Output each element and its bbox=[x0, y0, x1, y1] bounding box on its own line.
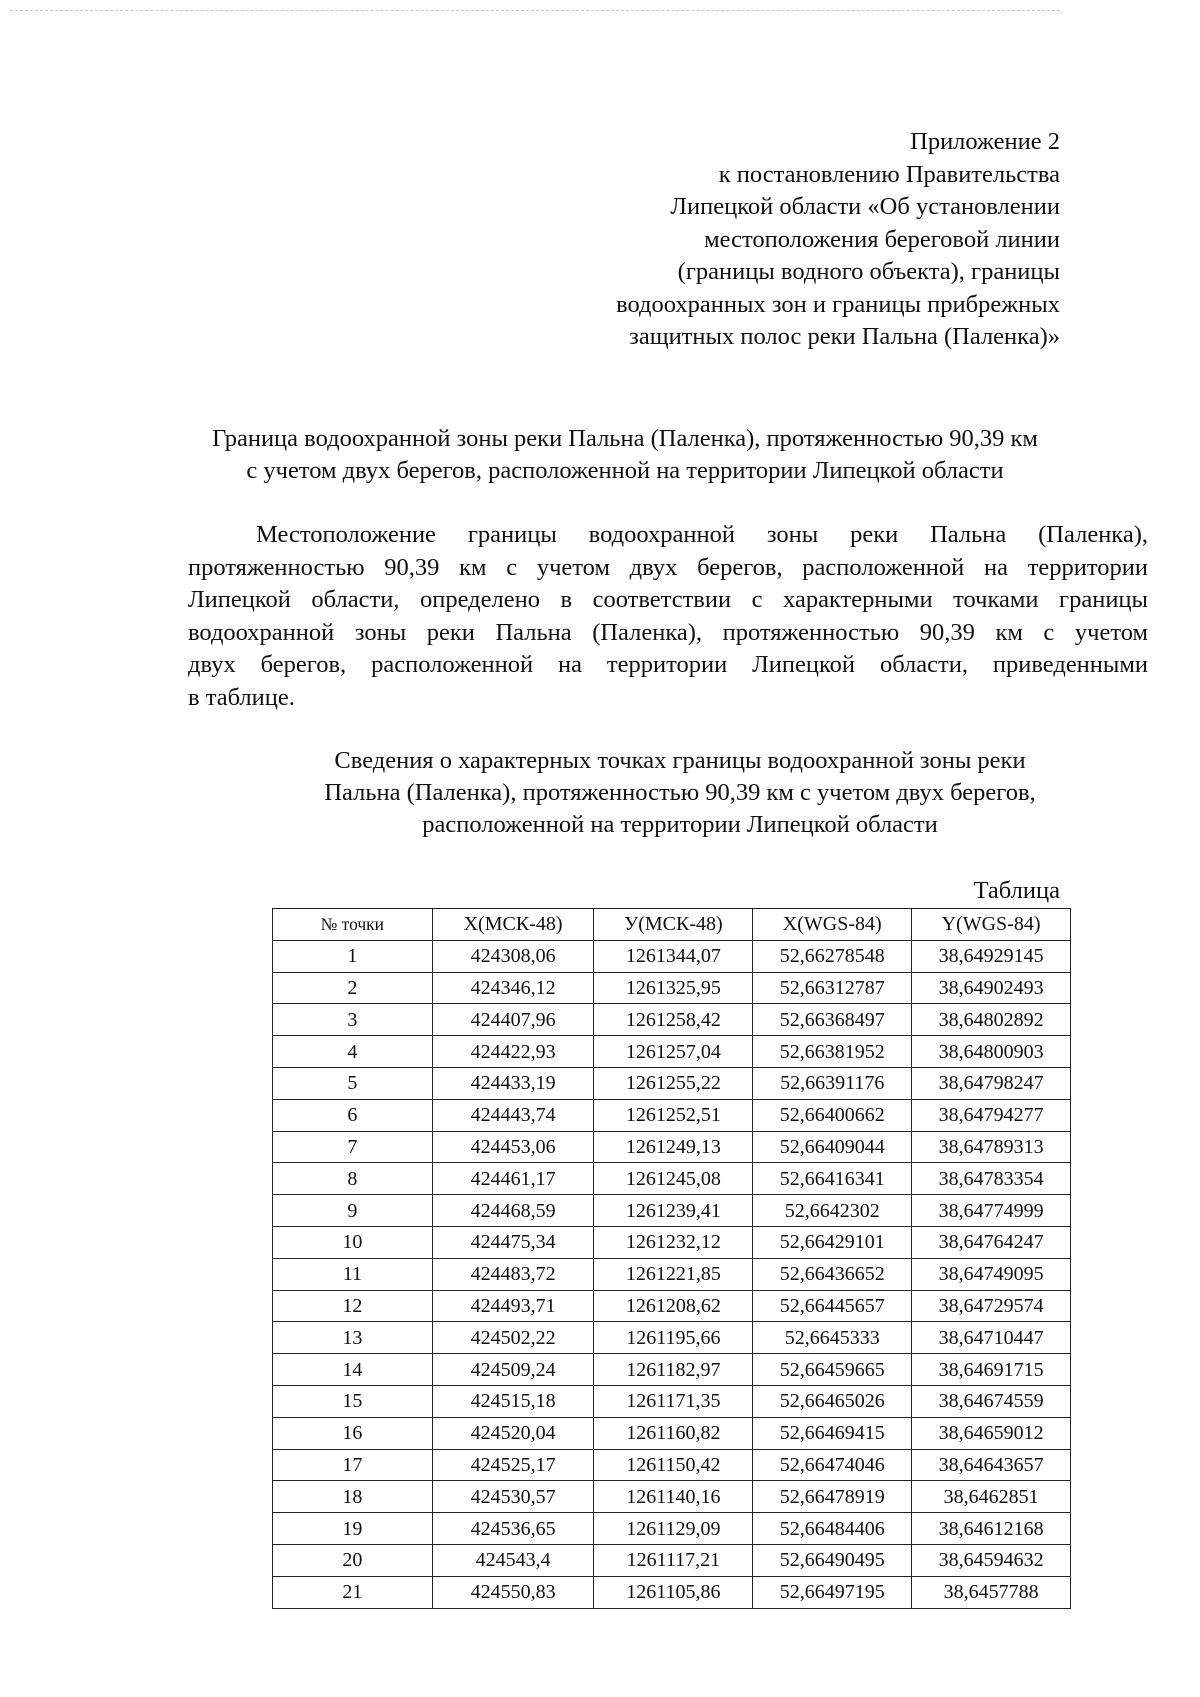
table-row bbox=[273, 1417, 1071, 1449]
table-cell: 52,66278548 bbox=[753, 940, 912, 972]
table-cell: 424433,19 bbox=[432, 1067, 594, 1099]
table-row bbox=[273, 1163, 1071, 1195]
table-cell: 52,66490495 bbox=[753, 1544, 912, 1576]
table-row bbox=[273, 1036, 1071, 1068]
column-header: X(WGS-84) bbox=[753, 909, 912, 941]
table-cell: 424443,74 bbox=[432, 1099, 594, 1131]
appendix-header bbox=[500, 126, 1060, 354]
table-cell: 1261182,97 bbox=[594, 1354, 753, 1386]
table-cell: 38,64800903 bbox=[912, 1036, 1071, 1068]
table-row bbox=[273, 1290, 1071, 1322]
table-cell: 9 bbox=[273, 1195, 433, 1227]
caption-line: расположенной на территории Липецкой области bbox=[422, 811, 938, 838]
caption-line: Сведения о характерных точках границы водоохранной зоны реки bbox=[334, 747, 1026, 774]
table-row bbox=[273, 1544, 1071, 1576]
coordinates-table bbox=[272, 908, 1071, 1609]
table-cell: 38,64789313 bbox=[912, 1131, 1071, 1163]
table-cell: 1261325,95 bbox=[594, 972, 753, 1004]
table-cell: 52,66465026 bbox=[753, 1385, 912, 1417]
column-header: У(МСК-48) bbox=[594, 909, 753, 941]
table-cell: 4 bbox=[273, 1036, 433, 1068]
table-cell: 1261245,08 bbox=[594, 1163, 753, 1195]
table-cell: 52,66497195 bbox=[753, 1576, 912, 1608]
table-cell: 2 bbox=[273, 972, 433, 1004]
table-cell: 52,66416341 bbox=[753, 1163, 912, 1195]
table-row bbox=[273, 1195, 1071, 1227]
table-cell: 1261239,41 bbox=[594, 1195, 753, 1227]
table-row bbox=[273, 1513, 1071, 1545]
table-cell: 38,64729574 bbox=[912, 1290, 1071, 1322]
table-cell: 424530,57 bbox=[432, 1481, 594, 1513]
table-cell: 38,64674559 bbox=[912, 1385, 1071, 1417]
table-cell: 1261160,82 bbox=[594, 1417, 753, 1449]
table-cell: 52,6645333 bbox=[753, 1322, 912, 1354]
column-header: Y(WGS-84) bbox=[912, 909, 1071, 941]
table-cell: 3 bbox=[273, 1004, 433, 1036]
table-cell: 18 bbox=[273, 1481, 433, 1513]
title-line: Граница водоохранной зоны реки Пальна (Паленка), протяженностью 90,39 км bbox=[212, 425, 1038, 452]
table-cell: 52,66409044 bbox=[753, 1131, 912, 1163]
table-cell: 1261258,42 bbox=[594, 1004, 753, 1036]
body-paragraph bbox=[188, 519, 1148, 714]
table-cell: 8 bbox=[273, 1163, 433, 1195]
table-cell: 424502,22 bbox=[432, 1322, 594, 1354]
table-cell: 38,64802892 bbox=[912, 1004, 1071, 1036]
table-cell: 38,64798247 bbox=[912, 1067, 1071, 1099]
table-cell: 52,66391176 bbox=[753, 1067, 912, 1099]
column-header: X(МСК-48) bbox=[432, 909, 594, 941]
table-row bbox=[273, 1354, 1071, 1386]
table-row bbox=[273, 1099, 1071, 1131]
scan-edge-line bbox=[10, 10, 1060, 11]
table-cell: 38,64612168 bbox=[912, 1513, 1071, 1545]
table-cell: 52,66400662 bbox=[753, 1099, 912, 1131]
table-cell: 52,66474046 bbox=[753, 1449, 912, 1481]
table-cell: 1261221,85 bbox=[594, 1258, 753, 1290]
column-header: № точки bbox=[273, 909, 433, 941]
table-cell: 424525,17 bbox=[432, 1449, 594, 1481]
appendix-line: защитных полос реки Пальна (Паленка)» bbox=[629, 323, 1060, 350]
table-cell: 38,64659012 bbox=[912, 1417, 1071, 1449]
table-cell: 1261117,21 bbox=[594, 1544, 753, 1576]
table-cell: 6 bbox=[273, 1099, 433, 1131]
table-cell: 424468,59 bbox=[432, 1195, 594, 1227]
table-row bbox=[273, 1481, 1071, 1513]
paragraph-line: Местоположение границы водоохранной зоны реки Пальна (Паленка), bbox=[256, 521, 1148, 548]
table-cell: 1261344,07 bbox=[594, 940, 753, 972]
table-label: Таблица bbox=[973, 877, 1060, 904]
table-cell: 15 bbox=[273, 1385, 433, 1417]
table-cell: 38,6457788 bbox=[912, 1576, 1071, 1608]
table-cell: 38,64749095 bbox=[912, 1258, 1071, 1290]
table-cell: 1261105,86 bbox=[594, 1576, 753, 1608]
table-cell: 38,64710447 bbox=[912, 1322, 1071, 1354]
table-cell: 1261252,51 bbox=[594, 1099, 753, 1131]
table-cell: 16 bbox=[273, 1417, 433, 1449]
paragraph-line: водоохранной зоны реки Пальна (Паленка), протяженностью 90,39 км с учетом bbox=[188, 618, 1148, 646]
paragraph-line: в таблице. bbox=[188, 683, 295, 711]
table-cell: 424422,93 bbox=[432, 1036, 594, 1068]
table-cell: 38,6462851 bbox=[912, 1481, 1071, 1513]
table-cell: 38,64774999 bbox=[912, 1195, 1071, 1227]
table-cell: 1261129,09 bbox=[594, 1513, 753, 1545]
table-cell: 424509,24 bbox=[432, 1354, 594, 1386]
appendix-line: к постановлению Правительства bbox=[718, 160, 1060, 188]
appendix-line: Липецкой области «Об установлении bbox=[670, 193, 1060, 220]
table-cell: 424475,34 bbox=[432, 1226, 594, 1258]
table-cell: 12 bbox=[273, 1290, 433, 1322]
table-cell: 19 bbox=[273, 1513, 433, 1545]
table-cell: 11 bbox=[273, 1258, 433, 1290]
table-cell: 38,64783354 bbox=[912, 1163, 1071, 1195]
table-cell: 1261232,12 bbox=[594, 1226, 753, 1258]
table-caption bbox=[230, 745, 1130, 841]
table-cell: 38,64794277 bbox=[912, 1099, 1071, 1131]
table-cell: 52,66445657 bbox=[753, 1290, 912, 1322]
table-cell: 1261171,35 bbox=[594, 1385, 753, 1417]
table-cell: 21 bbox=[273, 1576, 433, 1608]
paragraph-line: Липецкой области, определено в соответствии с характерными точками границы bbox=[188, 586, 1148, 613]
table-cell: 52,66368497 bbox=[753, 1004, 912, 1036]
table-cell: 424346,12 bbox=[432, 972, 594, 1004]
appendix-line: Приложение 2 bbox=[910, 128, 1060, 155]
table-cell: 424483,72 bbox=[432, 1258, 594, 1290]
table-cell: 38,64929145 bbox=[912, 940, 1071, 972]
table-row bbox=[273, 1004, 1071, 1036]
document-title bbox=[150, 423, 1100, 487]
table-cell: 424407,96 bbox=[432, 1004, 594, 1036]
table-row bbox=[273, 1576, 1071, 1608]
table-cell: 424520,04 bbox=[432, 1417, 594, 1449]
table-cell: 5 bbox=[273, 1067, 433, 1099]
table-cell: 52,66478919 bbox=[753, 1481, 912, 1513]
table-row bbox=[273, 972, 1071, 1004]
table-row bbox=[273, 1226, 1071, 1258]
title-line: с учетом двух берегов, расположенной на территории Липецкой области bbox=[246, 457, 1004, 484]
table-cell: 38,64764247 bbox=[912, 1226, 1071, 1258]
table-row bbox=[273, 1449, 1071, 1481]
table-cell: 52,66484406 bbox=[753, 1513, 912, 1545]
table-row bbox=[273, 1067, 1071, 1099]
paragraph-line: двух берегов, расположенной на территории Липецкой области, приведенными bbox=[188, 651, 1148, 678]
table-cell: 1261150,42 bbox=[594, 1449, 753, 1481]
table-header-row bbox=[273, 909, 1071, 941]
caption-line: Пальна (Паленка), протяженностью 90,39 км с учетом двух берегов, bbox=[324, 779, 1036, 806]
table-cell: 52,66459665 bbox=[753, 1354, 912, 1386]
table-cell: 52,66429101 bbox=[753, 1226, 912, 1258]
table-cell: 424461,17 bbox=[432, 1163, 594, 1195]
table-cell: 38,64902493 bbox=[912, 972, 1071, 1004]
table-cell: 52,66312787 bbox=[753, 972, 912, 1004]
table-body bbox=[273, 940, 1071, 1608]
appendix-line: (границы водного объекта), границы bbox=[677, 258, 1060, 285]
table-row bbox=[273, 940, 1071, 972]
table-cell: 1261195,66 bbox=[594, 1322, 753, 1354]
table-cell: 424515,18 bbox=[432, 1385, 594, 1417]
table-cell: 424453,06 bbox=[432, 1131, 594, 1163]
table-cell: 424550,83 bbox=[432, 1576, 594, 1608]
table-cell: 52,66436652 bbox=[753, 1258, 912, 1290]
appendix-line: местоположения береговой линии bbox=[704, 225, 1060, 253]
table-cell: 424308,06 bbox=[432, 940, 594, 972]
table-cell: 52,6642302 bbox=[753, 1195, 912, 1227]
table-row bbox=[273, 1385, 1071, 1417]
table-cell: 38,64643657 bbox=[912, 1449, 1071, 1481]
table-cell: 1261249,13 bbox=[594, 1131, 753, 1163]
table-cell: 13 bbox=[273, 1322, 433, 1354]
table-cell: 52,66469415 bbox=[753, 1417, 912, 1449]
table-cell: 424536,65 bbox=[432, 1513, 594, 1545]
table-cell: 424543,4 bbox=[432, 1544, 594, 1576]
table-cell: 1 bbox=[273, 940, 433, 972]
table-row bbox=[273, 1131, 1071, 1163]
table-cell: 424493,71 bbox=[432, 1290, 594, 1322]
appendix-line: водоохранных зон и границы прибрежных bbox=[616, 290, 1060, 318]
table-cell: 20 bbox=[273, 1544, 433, 1576]
table-row bbox=[273, 1322, 1071, 1354]
table-cell: 38,64691715 bbox=[912, 1354, 1071, 1386]
table-cell: 1261140,16 bbox=[594, 1481, 753, 1513]
table-cell: 52,66381952 bbox=[753, 1036, 912, 1068]
table-cell: 1261208,62 bbox=[594, 1290, 753, 1322]
table-cell: 38,64594632 bbox=[912, 1544, 1071, 1576]
table-cell: 10 bbox=[273, 1226, 433, 1258]
table-cell: 7 bbox=[273, 1131, 433, 1163]
table-row bbox=[273, 1258, 1071, 1290]
paragraph-line: протяженностью 90,39 км с учетом двух берегов, расположенной на территории bbox=[188, 553, 1148, 581]
table-cell: 1261255,22 bbox=[594, 1067, 753, 1099]
table-cell: 17 bbox=[273, 1449, 433, 1481]
table-cell: 1261257,04 bbox=[594, 1036, 753, 1068]
table-cell: 14 bbox=[273, 1354, 433, 1386]
